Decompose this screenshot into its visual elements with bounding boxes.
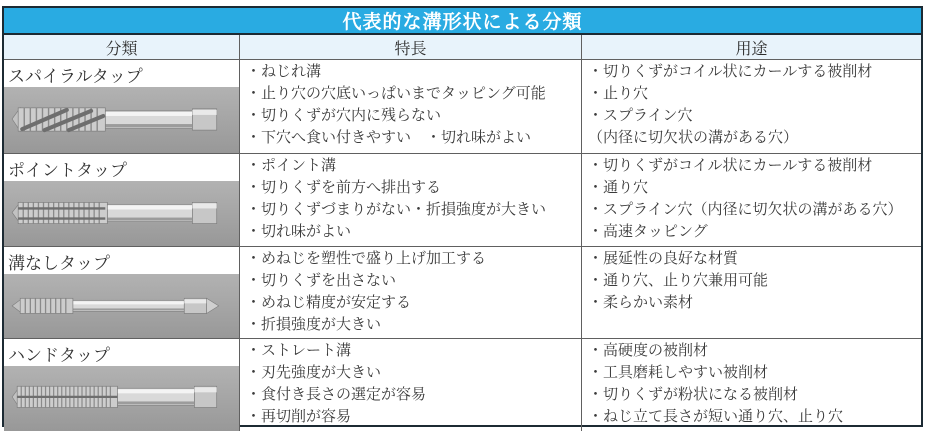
classification-table [2, 6, 923, 427]
bullet-line: （内径に切欠状の溝がある穴） [588, 129, 799, 146]
uses-cell [582, 154, 921, 246]
column-header-category: 分類 [4, 35, 240, 59]
table-row-grooveless-tap [4, 247, 921, 339]
spiral-tap-icon [4, 87, 239, 153]
bullet-line: ・食付き長さの選定が容易 [246, 386, 427, 403]
category-cell [4, 247, 240, 338]
features-cell [240, 247, 582, 338]
column-header-features: 特長 [240, 35, 582, 59]
bullet-line: ・工具磨耗しやすい被削材 [588, 364, 769, 381]
table-row-point-tap [4, 154, 921, 247]
bullet-line: ・下穴へ食い付きやすい ・切れ味がよい [246, 129, 532, 146]
bullet-line: ・めねじを塑性で盛り上げ加工する [246, 250, 487, 267]
bullet-line: ・切りくずづまりがない・折損強度が大きい [246, 201, 547, 218]
hand-tap-icon [4, 366, 239, 431]
grooveless-tap-icon [4, 274, 239, 338]
bullet-line: ・再切削が容易 [246, 408, 352, 425]
bullet-line: ・切りくずがコイル状にカールする被削材 [588, 63, 873, 80]
category-label: ハンドタップ [4, 339, 239, 366]
bullet-line: ・スプライン穴 [588, 107, 693, 124]
bullet-line: ・めねじ精度が安定する [246, 294, 412, 311]
table-row-spiral-tap [4, 60, 921, 154]
bullet-line: ・折損強度が大きい [246, 316, 382, 333]
category-cell [4, 154, 240, 246]
bullet-line: ・止り穴の穴底いっぱいまでタッピング可能 [246, 85, 546, 102]
bullet-line: ・通り穴、止り穴兼用可能 [588, 272, 769, 289]
category-label: ポイントタップ [4, 154, 239, 181]
column-header-uses: 用途 [735, 40, 768, 58]
bullet-line: ・切りくずが穴内に残らない [246, 107, 442, 124]
hand-tap-photo [4, 366, 239, 431]
table-title: 代表的な溝形状による分類 [4, 8, 921, 35]
bullet-line: ・ポイント溝 [246, 157, 337, 174]
bullet-line: ・刃先強度が大きい [246, 364, 382, 381]
category-cell [4, 60, 240, 153]
bullet-line: ・切れ味がよい [246, 223, 352, 240]
spiral-tap-photo [4, 87, 239, 153]
features-cell [240, 339, 582, 431]
point-tap-photo [4, 181, 239, 246]
features-cell [240, 154, 582, 246]
bullet-line: ・切りくずが粉状になる被削材 [588, 386, 799, 403]
bullet-line: ・柔らかい素材 [588, 294, 694, 311]
grooveless-tap-photo [4, 274, 239, 338]
category-label: スパイラルタップ [4, 60, 239, 87]
table-row-hand-tap [4, 339, 921, 431]
uses-cell [582, 339, 921, 431]
bullet-line: ・展延性の良好な材質 [588, 250, 739, 267]
bullet-line: ・ストレート溝 [246, 342, 352, 359]
uses-cell [582, 247, 921, 338]
bullet-line: ・ねじ立て長さが短い通り穴、止り穴 [588, 408, 844, 425]
bullet-line: ・スプライン穴（内径に切欠状の溝がある穴） [588, 201, 903, 218]
bullet-line: ・ねじれ溝 [246, 63, 322, 80]
bullet-line: ・通り穴 [588, 179, 649, 196]
point-tap-icon [4, 181, 239, 246]
bullet-line: ・切りくずを前方へ排出する [246, 179, 442, 196]
features-cell [240, 60, 582, 153]
bullet-line: ・切りくずを出さない [246, 272, 397, 289]
category-label: 溝なしタップ [4, 247, 239, 274]
bullet-line: ・止り穴 [588, 85, 649, 102]
bullet-line: ・切りくずがコイル状にカールする被削材 [588, 157, 873, 174]
bullet-line: ・高速タッピング [588, 223, 708, 240]
table-header-row [4, 35, 921, 60]
uses-cell [582, 60, 921, 153]
category-cell [4, 339, 240, 431]
bullet-line: ・高硬度の被削材 [588, 342, 709, 359]
